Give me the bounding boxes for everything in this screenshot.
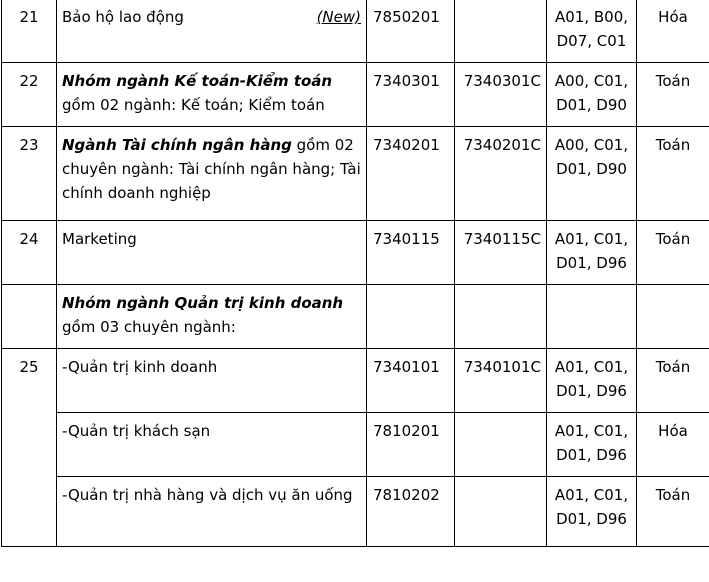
program-c-code-cell — [455, 477, 547, 547]
main-subject-cell: Toán — [637, 477, 709, 547]
program-name-cell — [57, 221, 367, 285]
program-c-code-cell: 7340301C — [455, 63, 547, 127]
program-group-name: Nhóm ngành Kế toán-Kiểm toán — [62, 72, 333, 90]
main-subject-cell: Toán — [637, 221, 709, 285]
program-name-cell — [57, 477, 367, 547]
program-group-name: Nhóm ngành Quản trị kinh doanh — [62, 294, 344, 312]
program-table — [1, 0, 709, 547]
main-subject-cell — [637, 285, 709, 349]
stt-cell: 25 — [2, 349, 57, 413]
subject-combo-cell: A00, C01, D01, D90 — [547, 63, 637, 127]
main-subject-cell: Hóa — [637, 0, 709, 63]
program-code-cell: 7810202 — [367, 477, 455, 547]
program-name: Marketing — [62, 230, 137, 248]
subject-combo-cell: A00, C01, D01, D90 — [547, 127, 637, 221]
subject-combo-cell: A01, C01, D01, D96 — [547, 413, 637, 477]
program-name-cell — [57, 413, 367, 477]
program-c-code-cell: 7340101C — [455, 349, 547, 413]
stt-cell — [2, 413, 57, 477]
program-name: Bảo hộ lao động — [62, 8, 184, 26]
table-row — [2, 221, 709, 285]
subject-combo-cell: A01, C01, D01, D96 — [547, 349, 637, 413]
table-row — [2, 0, 709, 63]
program-name-cell — [57, 127, 367, 221]
program-code-cell — [367, 285, 455, 349]
stt-cell — [2, 285, 57, 349]
program-code-cell: 7340115 — [367, 221, 455, 285]
table-row — [2, 63, 709, 127]
program-name-cell — [57, 0, 367, 63]
program-group-name: Ngành Tài chính ngân hàng — [62, 136, 292, 154]
stt-cell — [2, 477, 57, 547]
stt-cell: 22 — [2, 63, 57, 127]
table-row — [2, 127, 709, 221]
table-row — [2, 349, 709, 413]
main-subject-cell: Toán — [637, 349, 709, 413]
stt-cell: 23 — [2, 127, 57, 221]
stt-cell: 21 — [2, 0, 57, 63]
program-code-cell: 7340201 — [367, 127, 455, 221]
program-c-code-cell: 7340115C — [455, 221, 547, 285]
program-c-code-cell: 7340201C — [455, 127, 547, 221]
main-subject-cell: Toán — [637, 127, 709, 221]
program-name: gồm 02 chuyên ngành: Tài chính ngân hàng; Tài chính doanh nghiệp — [62, 136, 361, 202]
program-name: gồm 03 chuyên ngành: — [62, 318, 236, 336]
subject-combo-cell — [547, 285, 637, 349]
subject-combo-cell: A01, C01, D01, D96 — [547, 221, 637, 285]
table-row — [2, 477, 709, 547]
program-c-code-cell — [455, 0, 547, 63]
program-name: -Quản trị nhà hàng và dịch vụ ăn uống — [62, 486, 353, 504]
subject-combo-cell: A01, B00, D07, C01 — [547, 0, 637, 63]
program-name-cell — [57, 285, 367, 349]
program-name-cell — [57, 63, 367, 127]
subject-combo-cell: A01, C01, D01, D96 — [547, 477, 637, 547]
table-row — [2, 285, 709, 349]
program-c-code-cell — [455, 413, 547, 477]
program-name: -Quản trị kinh doanh — [62, 358, 218, 376]
program-name: -Quản trị khách sạn — [62, 422, 211, 440]
program-c-code-cell — [455, 285, 547, 349]
program-code-cell: 7340101 — [367, 349, 455, 413]
stt-cell: 24 — [2, 221, 57, 285]
program-name-cell — [57, 349, 367, 413]
table-row — [2, 413, 709, 477]
main-subject-cell: Hóa — [637, 413, 709, 477]
main-subject-cell: Toán — [637, 63, 709, 127]
new-tag: (New) — [316, 8, 361, 26]
program-code-cell: 7810201 — [367, 413, 455, 477]
program-code-cell: 7850201 — [367, 0, 455, 63]
program-name: gồm 02 ngành: Kế toán; Kiểm toán — [62, 96, 325, 114]
program-code-cell: 7340301 — [367, 63, 455, 127]
